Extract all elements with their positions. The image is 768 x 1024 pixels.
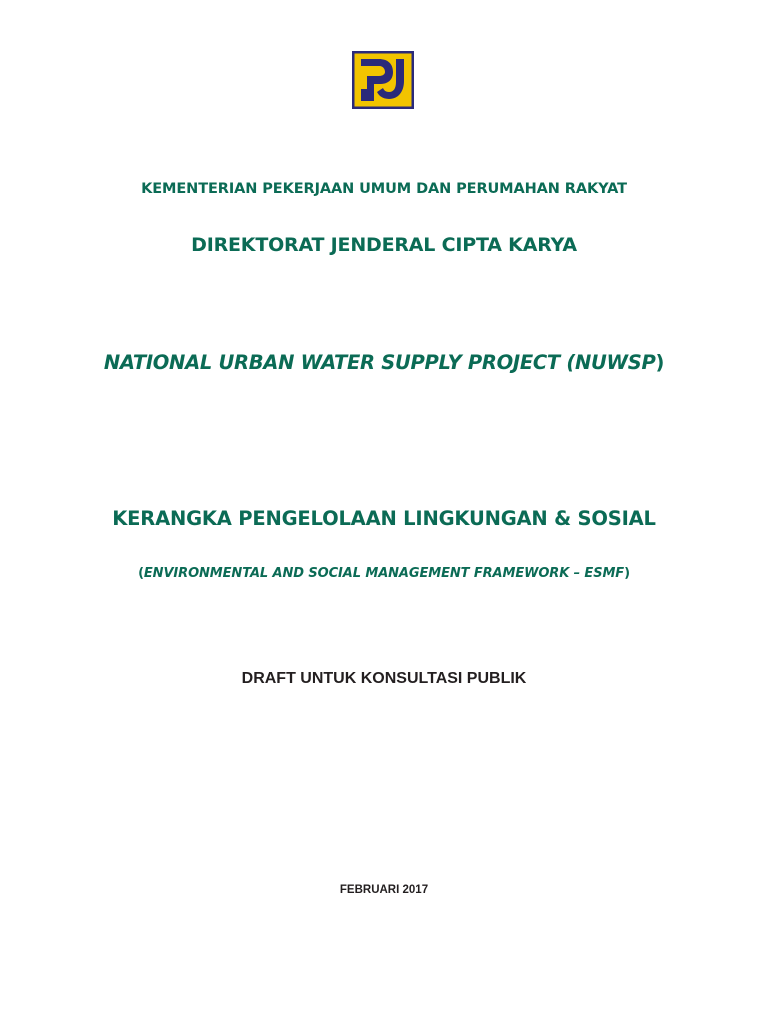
framework-subtitle (0, 566, 768, 581)
project-title (0, 351, 768, 374)
directorate-name: DIREKTORAT JENDERAL CIPTA KARYA (191, 234, 577, 256)
ministry-logo (352, 51, 414, 109)
framework-subtitle-open-paren: ( (138, 566, 144, 581)
pu-ministry-logo-icon (352, 51, 414, 109)
project-title-close-paren: ) (655, 351, 665, 374)
ministry-name: KEMENTERIAN PEKERJAAN UMUM DAN PERUMAHAN RAKYAT (141, 181, 627, 197)
framework-subtitle-text: ENVIRONMENTAL AND SOCIAL MANAGEMENT FRAMEWORK – ESMF (143, 566, 625, 581)
draft-label: DRAFT UNTUK KONSULTASI PUBLIK (241, 670, 527, 687)
framework-subtitle-close-paren: ) (624, 566, 630, 581)
document-date: FEBRUARI 2017 (339, 884, 429, 896)
project-title-text: NATIONAL URBAN WATER SUPPLY PROJECT (NUWSP (103, 351, 656, 374)
framework-title: KERANGKA PENGELOLAAN LINGKUNGAN & SOSIAL (112, 507, 656, 530)
